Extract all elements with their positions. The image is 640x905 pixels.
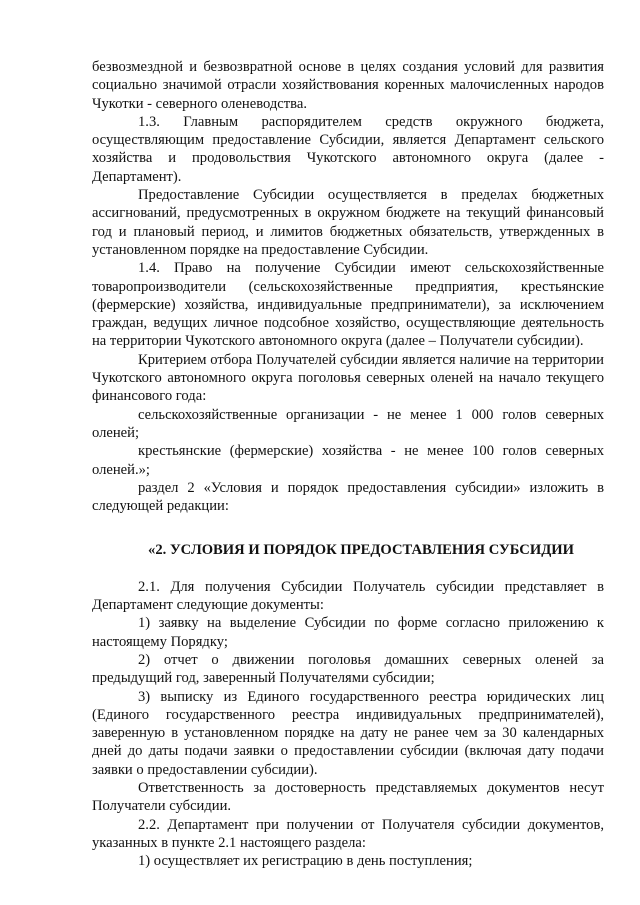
paragraph-2-1-item-2: 2) отчет о движении поголовья домашних северных оленей за предыдущий год, заверенный Получателями субсидии; [92, 651, 604, 687]
paragraph-2-1-item-1: 1) заявку на выделение Субсидии по форме согласно приложению к настоящему Порядку; [92, 615, 604, 650]
paragraph-2-1: 2.1. Для получения Субсидии Получатель субсидии представляет в Департамент следующие документы: [92, 578, 604, 614]
paragraph-2-1-item-3: 3) выписку из Единого государственного реестра юридических лиц (Единого государственного реестра индивидуальных предпринимателей), заверенную в установленном порядке на дату не ранее чем за 30 календарных дней до даты подачи заявки о предоставлении субсидии (включая дату подачи заявки о предоставлении субсидии). [92, 688, 604, 778]
paragraph-1-3: 1.3. Главным распорядителем средств окружного бюджета, осуществляющим предоставление Субсидии, является Департамент сельского хозяйства и продовольствия Чукотского автономного округа (далее - Департамент). [92, 113, 604, 185]
paragraph-section-2-amendment: раздел 2 «Условия и порядок предоставления субсидии» изложить в следующей редакции: [92, 479, 604, 515]
paragraph-1-4: 1.4. Право на получение Субсидии имеют сельскохозяйственные товаропроизводители (сельскохозяйственные предприятия, крестьянские (фермерские) хозяйства, индивидуальные предприниматели), за исключением граждан, ведущих личное подсобное хозяйство, осуществляющие деятельность на территории Чукотского автономного округа (далее – Получатели субсидии). [92, 260, 604, 350]
document-page [92, 58, 604, 870]
section-heading: «2. УСЛОВИЯ И ПОРЯДОК ПРЕДОСТАВЛЕНИЯ СУБСИДИИ [148, 542, 574, 559]
paragraph-criterion-farms: крестьянские (фермерские) хозяйства - не менее 100 голов северных оленей.»; [92, 443, 604, 478]
paragraph-responsibility: Ответственность за достоверность представляемых документов несут Получатели субсидии. [92, 779, 604, 815]
paragraph-budget-limits: Предоставление Субсидии осуществляется в пределах бюджетных ассигнований, предусмотренных в окружном бюджете на текущий финансовый год и плановый период, и лимитов бюджетных обязательств, утвержденных в установленном порядке на предоставление Субсидии. [92, 187, 604, 258]
paragraph-2-2: 2.2. Департамент при получении от Получателя субсидии документов, указанных в пункте 2.1 настоящего раздела: [92, 816, 604, 851]
paragraph-purpose: безвозмездной и безвозвратной основе в целях создания условий для развития социально значимой отрасли хозяйствования коренных малочисленных народов Чукотки - северного оленеводства. [92, 59, 604, 112]
paragraph-criterion-organizations: сельскохозяйственные организации - не менее 1 000 голов северных оленей; [92, 406, 604, 441]
paragraph-2-2-item-1: 1) осуществляет их регистрацию в день поступления; [138, 853, 473, 870]
paragraph-selection-criterion: Критерием отбора Получателей субсидии является наличие на территории Чукотского автономного округа поголовья северных оленей на начало текущего финансового года: [92, 351, 604, 405]
